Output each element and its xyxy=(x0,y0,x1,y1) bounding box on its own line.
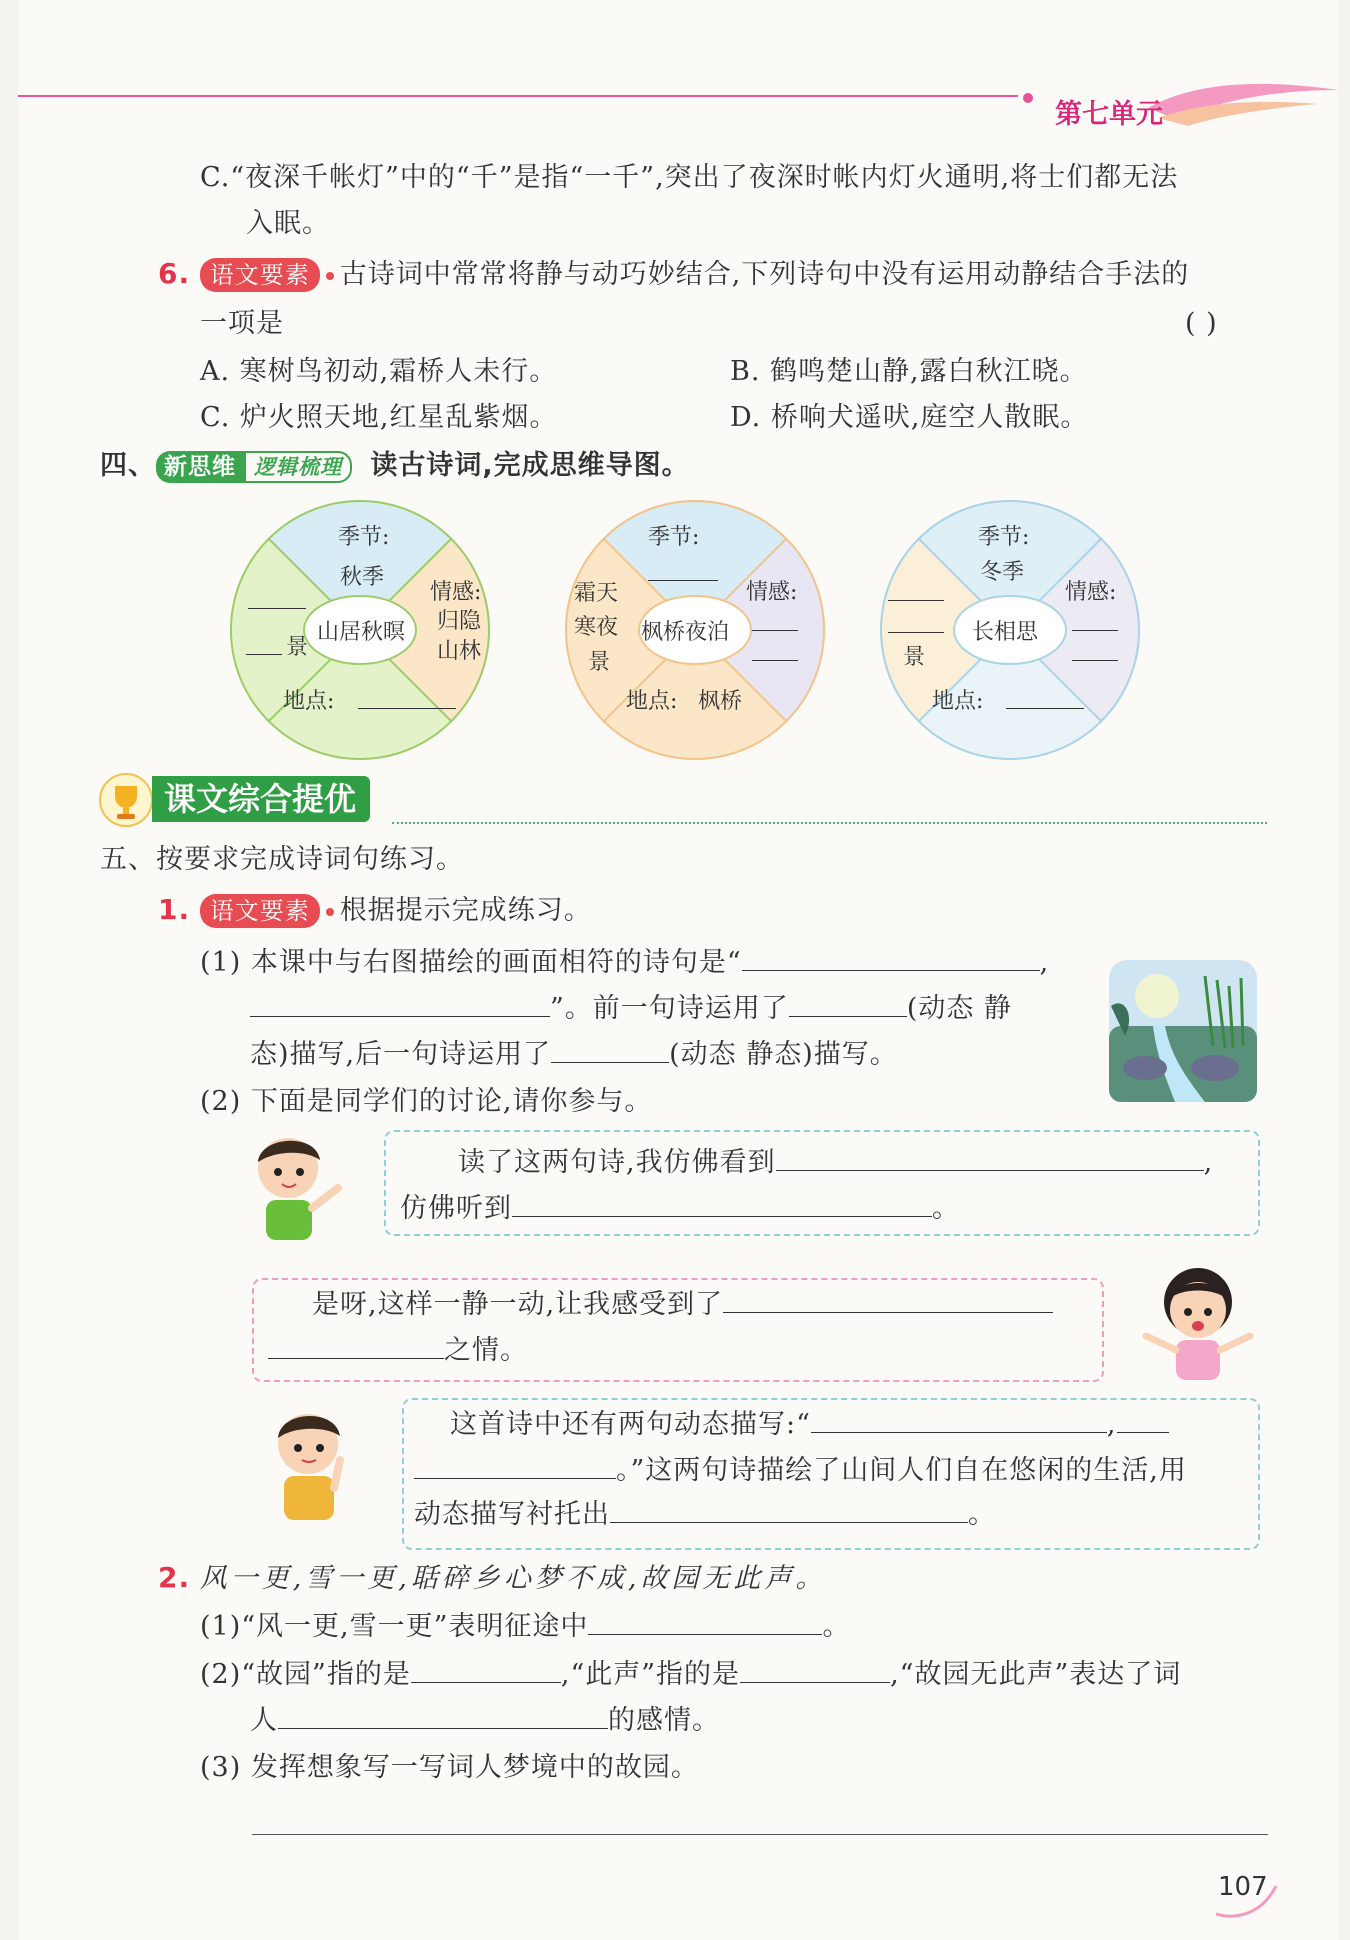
girl-avatar xyxy=(1132,1254,1262,1384)
section-4-title: 读古诗词,完成思维导图。 xyxy=(370,450,690,481)
text: (1) 本课中与右图描绘的画面相符的诗句是“ xyxy=(200,947,742,978)
text: , xyxy=(1106,1409,1117,1440)
text: 是呀,这样一静一动,让我感受到了 xyxy=(312,1289,724,1320)
q2-part2-line1 xyxy=(200,1656,1181,1693)
mm3-emotion-label: 情感: xyxy=(1065,580,1117,605)
text: 。 xyxy=(968,1499,996,1530)
mm3-scene-blank1[interactable] xyxy=(888,582,944,601)
bubble2-line1 xyxy=(312,1286,1053,1323)
q1-part1-line2 xyxy=(250,990,1012,1027)
text: , xyxy=(1203,1147,1214,1178)
answer-blank[interactable] xyxy=(414,1452,616,1479)
mm1-scene-blank2[interactable] xyxy=(246,636,282,655)
question-text: 根据提示完成练习。 xyxy=(339,895,592,926)
unit-title: 第七单元 xyxy=(1055,99,1163,130)
mm2-place-label: 地点: xyxy=(626,689,678,714)
answer-blank[interactable] xyxy=(610,1496,968,1523)
new-thinking-badge: 新思维 xyxy=(156,451,244,483)
answer-blank[interactable] xyxy=(811,1406,1107,1433)
answer-blank[interactable] xyxy=(1117,1406,1169,1433)
banner-title: 课文综合提优 xyxy=(152,776,370,822)
mm1-center: 山居秋暝 xyxy=(317,620,406,645)
text: 。 xyxy=(822,1611,851,1642)
option-a[interactable]: A. 寒树鸟初动,霜桥人未行。 xyxy=(200,356,558,387)
mm2-emotion-blank1[interactable] xyxy=(752,612,798,631)
question-1-stem xyxy=(158,892,592,929)
answer-blank[interactable] xyxy=(588,1608,822,1635)
answer-blank[interactable] xyxy=(740,1656,890,1683)
q2-part1 xyxy=(200,1608,850,1645)
mm1-emotion-value2: 山林 xyxy=(437,639,482,664)
page-number: 107 xyxy=(1218,1872,1268,1902)
mm2-scene-label: 景 xyxy=(588,650,611,675)
text: 。”这两句诗描绘了山间人们自在悠闲的生活,用 xyxy=(616,1455,1187,1486)
question-2-stem xyxy=(158,1560,826,1597)
badge-dot xyxy=(326,272,334,280)
answer-blank[interactable] xyxy=(776,1144,1204,1171)
text: ”。前一句诗运用了 xyxy=(550,993,789,1024)
mm1-scene-label: 景 xyxy=(286,635,309,660)
text: (1)“风一更,雪一更”表明征途中 xyxy=(200,1611,589,1642)
mm1-place-blank[interactable] xyxy=(358,688,456,709)
answer-blank[interactable] xyxy=(411,1656,561,1683)
text: , xyxy=(1039,947,1050,978)
page-number-swoosh xyxy=(1212,1880,1282,1920)
mm3-emotion-blank1[interactable] xyxy=(1072,612,1118,631)
mm3-emotion-blank2[interactable] xyxy=(1072,642,1118,661)
q1-part1-line3 xyxy=(250,1036,898,1073)
text: 这首诗中还有两句动态描写:“ xyxy=(450,1409,811,1440)
text: 读了这两句诗,我仿佛看到 xyxy=(458,1147,776,1178)
yuwen-yaosu-badge: 语文要素 xyxy=(200,894,320,928)
text: (动态 静 xyxy=(906,993,1012,1024)
text: 的感情。 xyxy=(608,1705,720,1736)
answer-blank[interactable] xyxy=(723,1286,1053,1313)
answer-blank[interactable] xyxy=(250,990,550,1017)
boy-avatar-2 xyxy=(262,1398,372,1528)
answer-blank[interactable] xyxy=(742,944,1040,971)
mm2-season-blank[interactable] xyxy=(648,560,718,581)
mm2-emotion-blank2[interactable] xyxy=(752,642,798,661)
option-b[interactable]: B. 鹤鸣楚山静,露白秋江晓。 xyxy=(730,356,1088,387)
mm1-scene-blank1[interactable] xyxy=(248,590,306,609)
mm2-scene-value2: 寒夜 xyxy=(574,615,619,640)
mm2-place-value: 枫桥 xyxy=(698,689,743,714)
badge-dot xyxy=(326,908,334,916)
q5-option-c-line2: 入眠。 xyxy=(246,208,330,239)
answer-blank[interactable] xyxy=(268,1332,444,1359)
text: (2)“故园”指的是 xyxy=(200,1659,411,1690)
mm1-place-label: 地点: xyxy=(283,689,335,714)
mm3-scene-label: 景 xyxy=(903,645,926,670)
question-number: 1. xyxy=(158,893,191,926)
q5-option-c-line1: C.“夜深千帐灯”中的“千”是指“一千”,突出了夜深时帐内灯火通明,将士们都无法 xyxy=(200,162,1179,193)
bubble3-line2 xyxy=(414,1452,1187,1489)
answer-paren[interactable]: ( ) xyxy=(1185,308,1218,339)
question-6-stem-line2: 一项是 xyxy=(200,308,284,339)
bubble3-line1 xyxy=(450,1406,1169,1443)
text: ,“故园无此声”表达了词 xyxy=(890,1659,1182,1690)
bubble1-line1 xyxy=(458,1144,1213,1181)
landscape-illustration xyxy=(1105,956,1261,1106)
section-4-heading xyxy=(100,448,690,484)
text: (动态 静态)描写。 xyxy=(669,1039,898,1070)
banner-divider xyxy=(392,822,1267,824)
logic-badge: 逻辑梳理 xyxy=(244,451,352,483)
trophy-icon xyxy=(98,772,158,832)
answer-blank[interactable] xyxy=(278,1702,608,1729)
question-number: 2. xyxy=(158,1561,191,1594)
text: 之情。 xyxy=(444,1335,528,1366)
text: 仿佛听到 xyxy=(400,1193,512,1224)
mm3-center: 长相思 xyxy=(972,620,1039,645)
mm1-emotion-label: 情感: xyxy=(430,580,482,605)
q2-part3: (3) 发挥想象写一写词人梦境中的故园。 xyxy=(200,1752,699,1783)
yuwen-yaosu-badge: 语文要素 xyxy=(200,258,320,292)
text: 。 xyxy=(932,1193,960,1224)
answer-blank[interactable] xyxy=(789,990,907,1017)
answer-blank[interactable] xyxy=(551,1036,669,1063)
bubble3-line3 xyxy=(414,1496,996,1533)
question-number: 6. xyxy=(158,257,191,290)
question-6-stem xyxy=(158,256,1189,293)
poem-text: 风一更,雪一更,聒碎乡心梦不成,故园无此声。 xyxy=(199,1563,827,1594)
q1-part1-line1 xyxy=(200,944,1049,981)
text: 人 xyxy=(250,1705,278,1736)
mm1-season-value: 秋季 xyxy=(340,565,385,590)
mm3-season-label: 季节: xyxy=(978,525,1030,550)
option-d[interactable]: D. 桥响犬遥吠,庭空人散眠。 xyxy=(730,402,1089,433)
question-text: 古诗词中常常将静与动巧妙结合,下列诗句中没有运用动静结合手法的 xyxy=(339,259,1190,290)
mm2-center: 枫桥夜泊 xyxy=(641,620,730,645)
mm1-season-label: 季节: xyxy=(338,525,390,550)
text: ,“此声”指的是 xyxy=(560,1659,741,1690)
text: 动态描写衬托出 xyxy=(414,1499,610,1530)
bubble2-line2 xyxy=(268,1332,528,1369)
q1-part2: (2) 下面是同学们的讨论,请你参与。 xyxy=(200,1086,653,1117)
boy-avatar-1 xyxy=(246,1124,356,1244)
bubble1-line2 xyxy=(400,1190,960,1227)
mm2-season-label: 季节: xyxy=(648,525,700,550)
mm2-emotion-label: 情感: xyxy=(746,580,798,605)
mm3-season-value: 冬季 xyxy=(980,560,1025,585)
mm3-place-blank[interactable] xyxy=(1006,688,1084,709)
q2-part2-line2 xyxy=(250,1702,720,1739)
answer-blank[interactable] xyxy=(512,1190,932,1217)
section-5-title: 五、按要求完成诗词句练习。 xyxy=(100,844,464,875)
option-c[interactable]: C. 炉火照天地,红星乱紫烟。 xyxy=(200,402,558,433)
mm1-emotion-value1: 归隐 xyxy=(437,609,482,634)
mm2-scene-value1: 霜天 xyxy=(574,581,619,606)
mm3-place-label: 地点: xyxy=(932,689,984,714)
section-number: 四、 xyxy=(100,450,156,481)
mm3-scene-blank2[interactable] xyxy=(888,614,944,633)
text: 态)描写,后一句诗运用了 xyxy=(250,1039,552,1070)
writing-line[interactable] xyxy=(252,1834,1268,1835)
